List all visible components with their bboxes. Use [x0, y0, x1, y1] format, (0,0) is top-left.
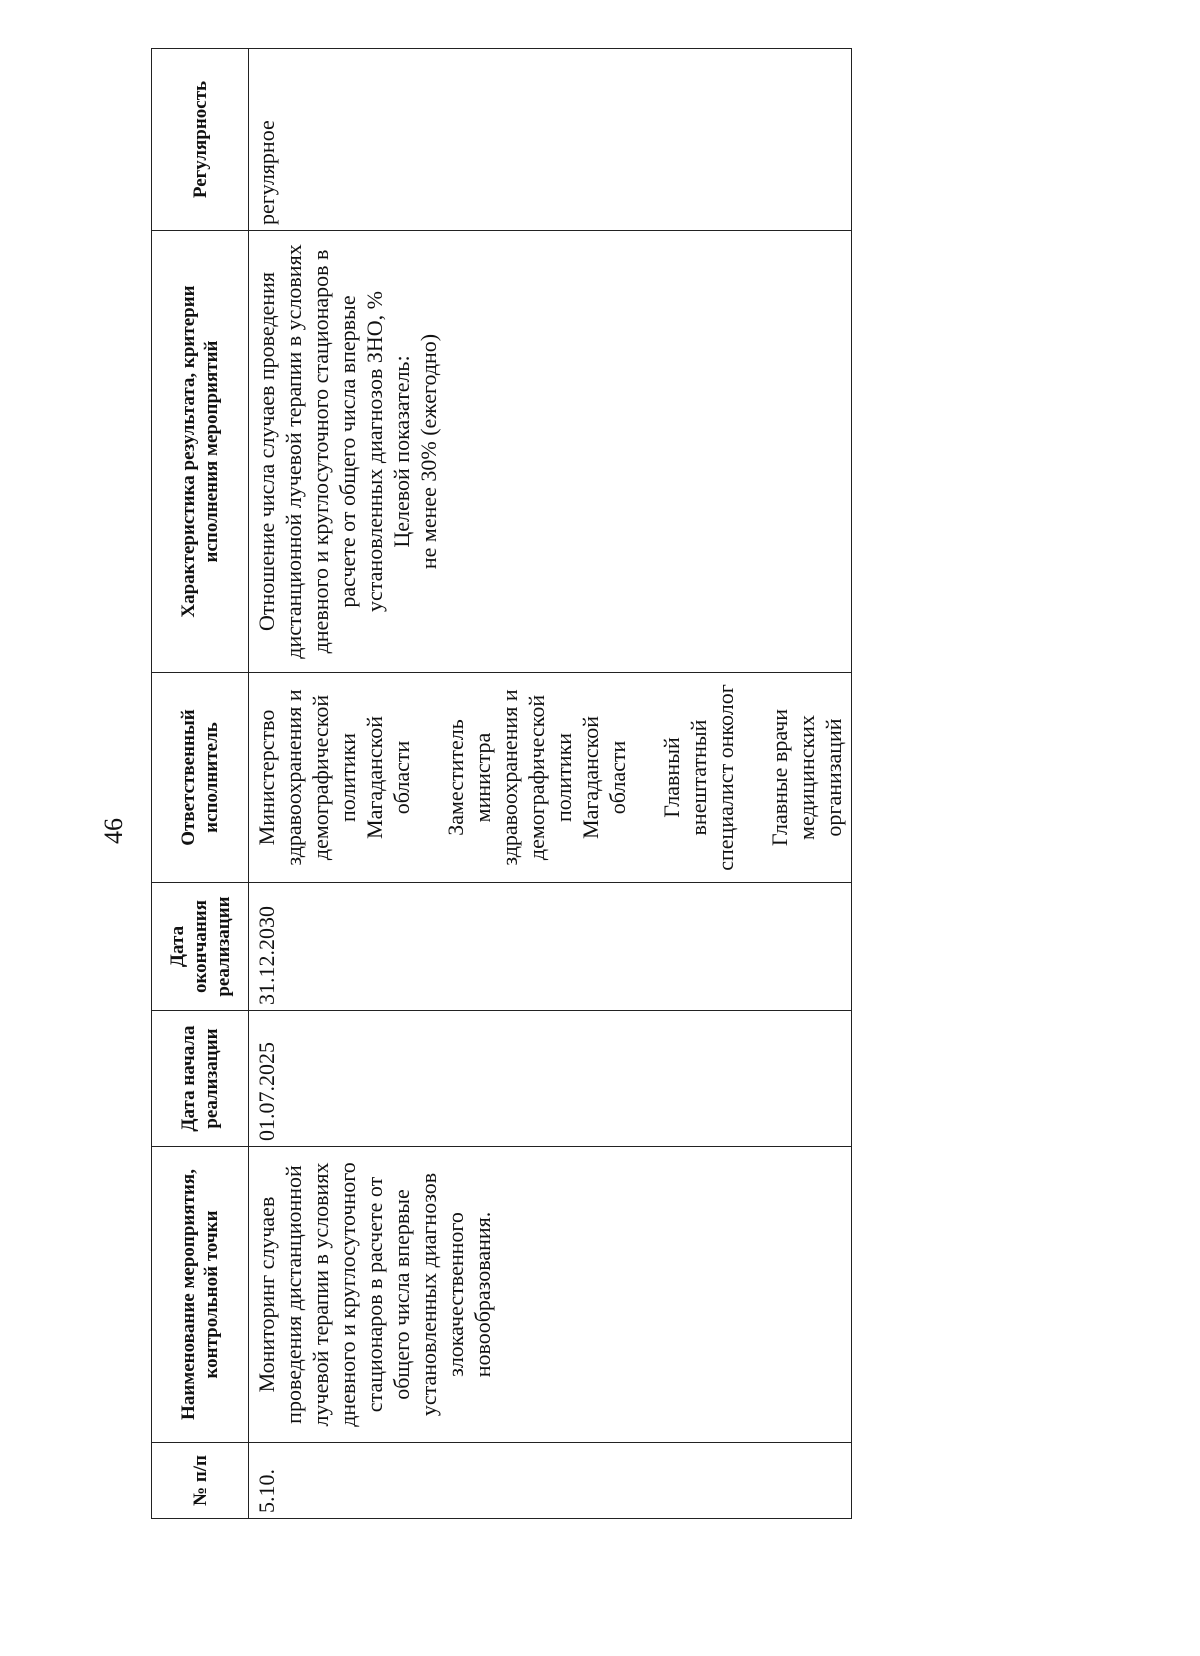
responsible-ministry: Министерство здравоохранения и демографической политики Магаданской области [254, 689, 414, 866]
start-date: 01.07.2025 [249, 1011, 852, 1147]
table-header-row [152, 49, 249, 1519]
characteristic-cell [249, 231, 852, 673]
responsible-deputy-minister: Заместитель министра здравоохранения и демографической политики Магаданской области [443, 689, 630, 866]
header-characteristic: Характеристика результата, критерии исполнения мероприятий [152, 231, 249, 673]
row-number: 5.10. [249, 1443, 852, 1519]
measures-table-rotated [151, 49, 846, 1519]
page-number: 46 [99, 818, 128, 844]
header-responsible: Ответственный исполнитель [152, 673, 249, 883]
header-regularity: Регулярность [152, 49, 249, 231]
measure-name: Мониторинг случаев проведения дистанционной лучевой терапии в условиях дневного и круглосуточного стационаров в расчете от общего числа впервые установленных диагнозов злокачественного новообразования. [249, 1147, 852, 1443]
characteristic-description: Отношение числа случаев проведения дистанционной лучевой терапии в условиях дневного и круглосуточного стационаров в расчете от общего числа впервые установленных диагнозов ЗНО, % [254, 244, 387, 659]
header-name: Наименование мероприятия, контрольной точки [152, 1147, 249, 1443]
target-indicator-value: не менее 30% (ежегодно) [416, 333, 441, 570]
table-row [249, 49, 852, 1519]
header-end-date: Дата окончания реализации [152, 883, 249, 1011]
header-start-date: Дата начала реализации [152, 1011, 249, 1147]
responsible-chief-doctors: Главные врачи медицинских организаций [767, 708, 846, 847]
header-num: № п/п [152, 1443, 249, 1519]
responsible-cell [249, 673, 852, 883]
regularity: регулярное [249, 49, 852, 231]
end-date: 31.12.2030 [249, 883, 852, 1011]
responsible-chief-oncologist: Главный внештатный специалист онколог [659, 684, 738, 871]
target-indicator-label: Целевой показатель: [389, 355, 414, 548]
measures-table [151, 48, 852, 1519]
